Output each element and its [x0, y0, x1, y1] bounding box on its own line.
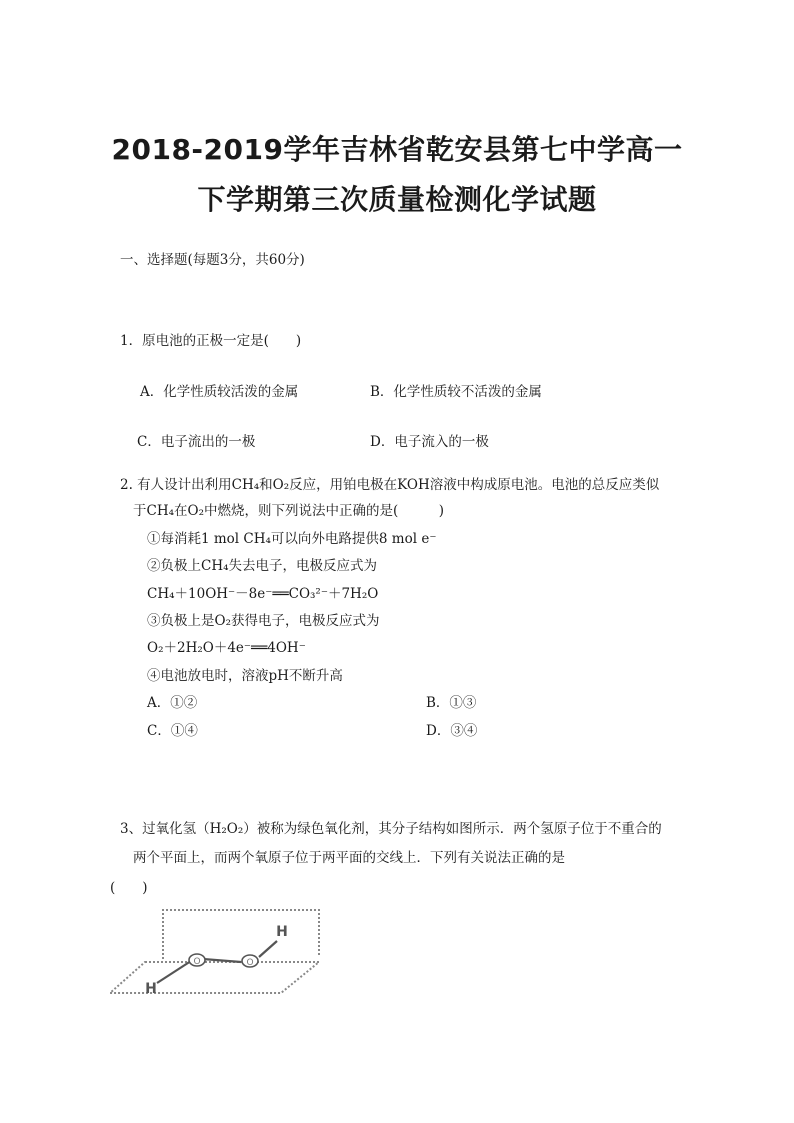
q2-stem-line2: 于CH₄在O₂中燃烧，则下列说法中正确的是( )	[133, 503, 445, 519]
q3-stem-line3: ( )	[110, 880, 148, 896]
q2-statement-3: ③负极上是O₂获得电子，电极反应式为	[147, 613, 380, 629]
upper-plane	[163, 910, 319, 959]
q1-option-a: A．化学性质较活泼的金属	[140, 384, 299, 400]
q2-statement-1: ①每消耗1 mol CH₄可以向外电路提供8 mol e⁻	[147, 531, 437, 547]
q1-stem: 1．原电池的正极一定是( )	[120, 333, 302, 349]
bond-h-o-left	[157, 961, 191, 983]
q2-statement-4: ④电池放电时，溶液pH不断升高	[147, 668, 343, 684]
q3-stem-line2: 两个平面上，而两个氧原子位于两平面的交线上．下列有关说法正确的是	[133, 850, 565, 866]
bond-o-h-right	[259, 941, 277, 957]
q2-equation-3: O₂＋2H₂O＋4e⁻══4OH⁻	[147, 640, 306, 656]
q2-statement-2: ②负极上CH₄失去电子，电极反应式为	[147, 558, 378, 574]
hydrogen-label-bottom: H	[145, 981, 157, 997]
q2-equation-2: CH₄＋10OH⁻－8e⁻══CO₃²⁻＋7H₂O	[147, 586, 379, 602]
q2-option-a: A．①②	[147, 695, 198, 711]
q2-option-d: D．③④	[426, 723, 478, 739]
lower-plane	[110, 962, 319, 993]
q3-stem-line1: 3、过氧化氢（H₂O₂）被称为绿色氧化剂，其分子结构如图所示．两个氢原子位于不重合的	[120, 821, 662, 837]
q1-option-b: B．化学性质较不活泼的金属	[370, 384, 542, 400]
oxygen-label-2: O	[246, 958, 254, 968]
q2-option-c: C．①④	[147, 723, 198, 739]
q2-option-b: B．①③	[426, 695, 477, 711]
h2o2-structure-figure	[105, 905, 335, 1000]
q1-option-d: D．电子流入的一极	[370, 434, 489, 450]
page-title-line1: 2018-2019学年吉林省乾安县第七中学高一	[111, 133, 683, 166]
section-heading: 一、选择题(每题3分，共60分)	[120, 252, 305, 268]
page-title-line2: 下学期第三次质量检测化学试题	[197, 183, 597, 216]
q1-option-c: C．电子流出的一极	[137, 434, 256, 450]
q2-stem-line1: 2. 有人设计出利用CH₄和O₂反应，用铂电极在KOH溶液中构成原电池。电池的总反应类似	[120, 477, 660, 493]
oxygen-label-1: O	[193, 957, 201, 967]
hydrogen-label-top: H	[276, 924, 288, 940]
bond-o-o	[203, 959, 241, 962]
